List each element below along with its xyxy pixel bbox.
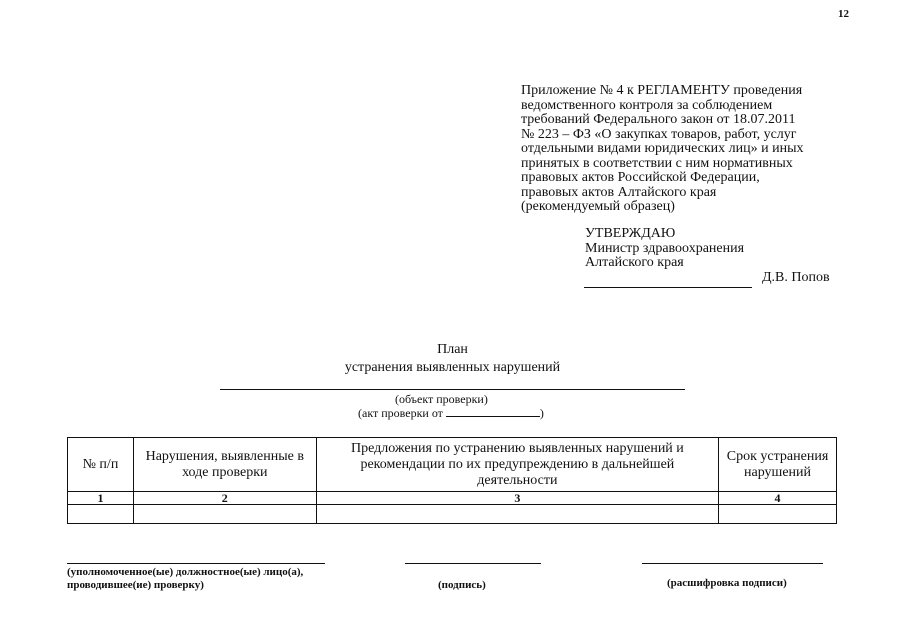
column-number: 1 [68,492,134,505]
column-number: 3 [316,492,718,505]
column-number: 4 [719,492,837,505]
act-suffix: ) [539,406,544,420]
plan-title-line1: План [437,342,468,357]
decoding-line [642,563,823,564]
official-caption [67,566,303,592]
annex-line: (рекомендуемый образец) [521,199,675,214]
table-cell [68,505,134,524]
object-blank-line [220,389,685,390]
official-caption-line2: проводившее(ие) проверку) [67,579,204,591]
annex-line: требований Федерального закон от 18.07.2011 [521,112,796,127]
approver-region: Алтайского края [585,255,684,270]
signature-line [405,563,541,564]
table-cell [719,505,837,524]
column-number: 2 [133,492,316,505]
page-number: 12 [838,8,849,20]
annex-line: ведомственного контроля за соблюдением [521,97,773,113]
annex-line: правовых актов Алтайского края [521,184,717,200]
object-label: (объект проверки) [395,392,488,406]
violations-table [67,437,837,524]
header-cell-number: № п/п [68,438,134,492]
act-prefix: (акт проверки от [358,406,443,420]
header-cell-deadline: Срок устранения нарушений [719,438,837,492]
annex-line: Приложение № 4 к РЕГЛАМЕНТУ проведения [521,83,803,98]
header-cell-violations: Нарушения, выявленные в ходе проверки [133,438,316,492]
table-row [68,505,837,524]
annex-line: отдельными видами юридических лиц» и иных [521,141,804,156]
act-line [358,405,544,421]
signature-caption: (подпись) [438,579,486,591]
approval-block [585,227,744,271]
table-cell [316,505,718,524]
annex-line: принятых в соответствии с ним нормативных [521,155,793,171]
table-cell [133,505,316,524]
table-header-row [68,438,837,492]
plan-title [0,341,905,377]
plan-title-line2: устранения выявленных нарушений [344,360,561,375]
table-number-row [68,492,837,505]
approver-position: Министр здравоохранения [585,240,745,256]
approve-word: УТВЕРЖДАЮ [585,226,676,241]
act-date-blank [446,405,540,417]
annex-header [521,84,851,215]
decoding-caption: (расшифровка подписи) [667,577,787,589]
official-signature-line [67,563,325,564]
header-cell-proposals: Предложения по устранению выявленных нарушений и рекомендации по их предупреждению в дальнейшей деятельности [316,438,718,492]
annex-line: № 223 – ФЗ «О закупках товаров, работ, услуг [521,126,797,142]
official-caption-line1: (уполномоченное(ые) должностное(ые) лицо(а), [67,566,304,578]
approver-name: Д.В. Попов [762,270,830,285]
annex-line: правовых актов Российской Федерации, [521,170,760,185]
approval-signature-line [584,287,752,288]
